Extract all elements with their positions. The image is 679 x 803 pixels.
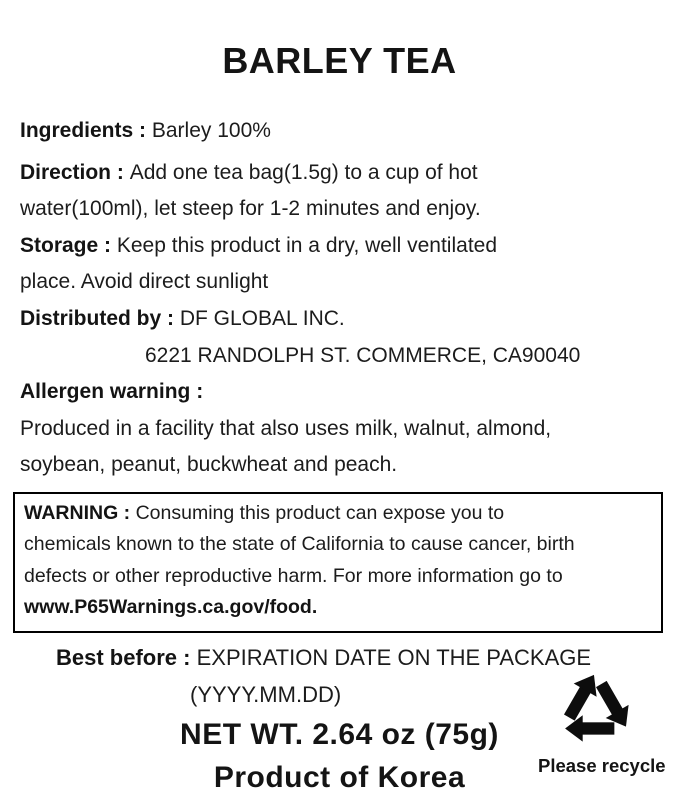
warning-label: WARNING : [24, 501, 136, 524]
warning-text-3: defects or other reproductive harm. For more information go to [24, 564, 563, 587]
distributor-value: DF GLOBAL INC. [179, 306, 345, 330]
direction-value-2: water(100ml), let steep for 1-2 minutes and enjoy. [20, 197, 481, 221]
product-title: BARLEY TEA [222, 40, 457, 81]
allergen-label: Allergen warning : [20, 380, 204, 404]
allergen-line-2 [20, 447, 679, 484]
label-info-section [20, 113, 679, 484]
recycle-caption: Please recycle [538, 755, 666, 776]
storage-value-1: Keep this product in a dry, well ventilated [116, 233, 498, 257]
best-before-value: EXPIRATION DATE ON THE PACKAGE [196, 644, 592, 670]
prop65-warning-box [13, 492, 663, 633]
storage-line-2 [20, 264, 679, 301]
net-weight: NET WT. 2.64 oz (75g) [180, 717, 499, 751]
allergen-value-2: soybean, peanut, buckwheat and peach. [20, 453, 398, 477]
direction-value-1: Add one tea bag(1.5g) to a cup of hot [129, 160, 478, 184]
distributor-line [20, 301, 679, 338]
allergen-line-1 [20, 411, 679, 448]
distributor-label: Distributed by : [20, 306, 180, 330]
storage-label: Storage : [20, 233, 117, 257]
warning-text-2: chemicals known to the state of California to cause cancer, birth [24, 533, 575, 556]
storage-value-2: place. Avoid direct sunlight [20, 270, 269, 294]
ingredients-line [20, 113, 679, 150]
storage-line-1 [20, 228, 679, 265]
ingredients-value: Barley 100% [151, 119, 271, 142]
recycle-icon [548, 666, 642, 754]
direction-label: Direction : [20, 160, 130, 184]
recycle-block [538, 666, 666, 777]
direction-line-2 [20, 191, 679, 228]
ingredients-label: Ingredients : [20, 119, 152, 142]
best-before-label: Best before : [56, 644, 197, 670]
warning-text-1: Consuming this product can expose you to [135, 501, 505, 524]
country-of-origin: Product of Korea [213, 760, 466, 794]
p65-warnings-url: www.P65Warnings.ca.gov/food. [24, 596, 318, 619]
direction-line-1 [20, 155, 679, 192]
warning-url-line [24, 592, 652, 624]
warning-line-2 [24, 529, 652, 561]
allergen-heading-line [20, 374, 679, 411]
distributor-address-line [20, 338, 679, 375]
warning-line-1 [24, 498, 652, 530]
distributor-address: 6221 RANDOLPH ST. COMMERCE, CA90040 [145, 343, 581, 367]
allergen-value-1: Produced in a facility that also uses milk, walnut, almond, [20, 416, 552, 440]
date-format-hint: (YYYY.MM.DD) [190, 681, 342, 707]
warning-line-3 [24, 561, 652, 593]
